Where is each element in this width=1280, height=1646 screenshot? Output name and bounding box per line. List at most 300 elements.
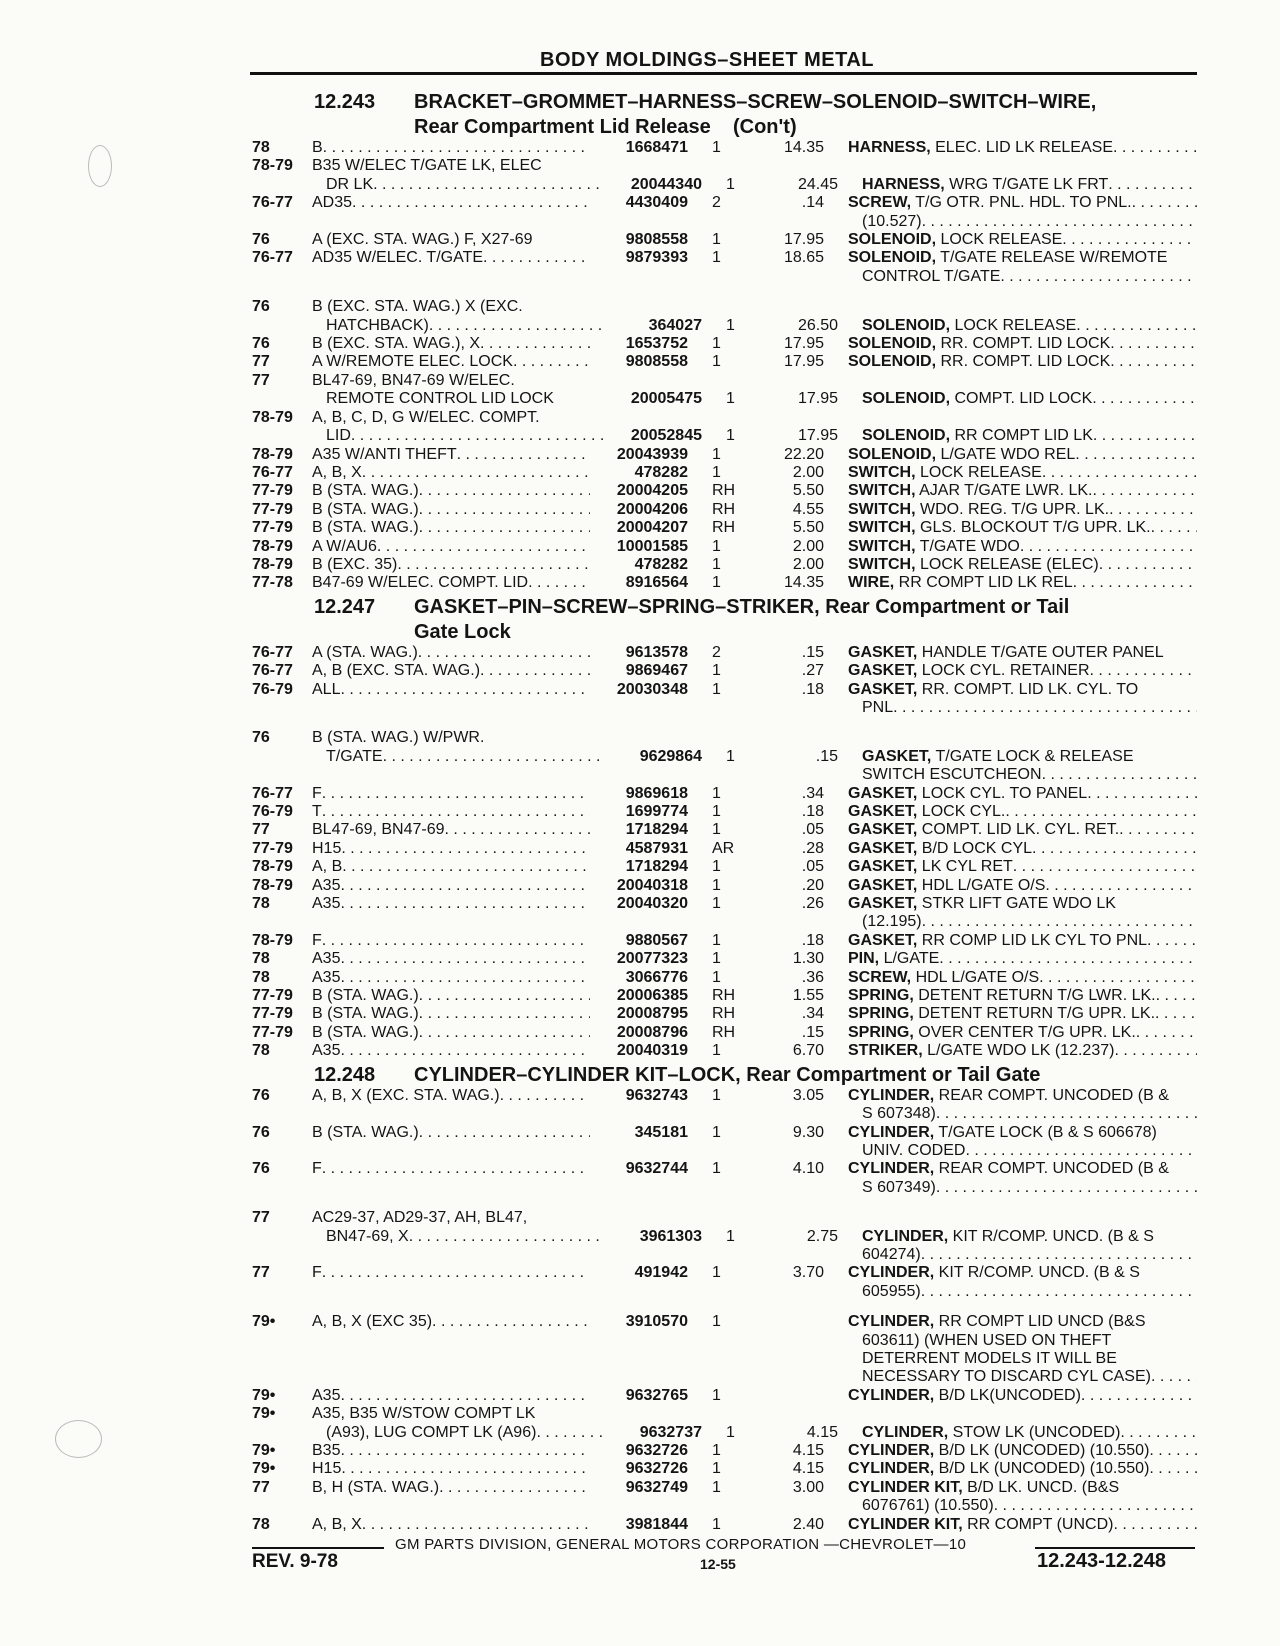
model-text: BN47-69, X . . . [326,1228,409,1245]
quantity: 1 [712,463,721,481]
part-number [590,1209,688,1227]
description-detail: LOCK CYL. [917,803,1006,820]
description [824,950,1197,968]
model-year [252,1497,312,1515]
model-year [252,213,312,231]
model-application [312,858,590,876]
quantity: 1 [712,249,721,267]
table-row [252,194,1197,212]
table-row [252,1087,1197,1105]
quantity [688,1209,740,1227]
table-row [252,803,1197,821]
description-detail: STOW LK (UNCODED) [948,1423,1121,1441]
description-text [862,268,1000,285]
part-number: 9632726 [625,1460,688,1478]
description-keyword: SOLENOID, [862,427,951,445]
model-year: 79• [252,1460,276,1478]
part-number [590,729,688,747]
model-application [312,662,590,680]
model-text: T/GATE . . . [326,748,383,765]
model-text: B (EXC. STA. WAG.) X (EXC. [312,298,523,316]
price: .27 [801,662,824,680]
part-number [590,1179,688,1197]
description-detail: S 607348) [862,1105,936,1123]
description-keyword: SOLENOID, [848,231,937,249]
description [824,538,1197,556]
table-row [252,1209,1197,1227]
description-keyword: GASKET, [848,784,918,802]
model-year: 78 [252,139,270,156]
description-keyword: CYLINDER, [862,1227,949,1245]
description-detail: RR COMPT LID UNCD (B&S [934,1313,1146,1331]
quantity: 1 [726,747,735,765]
table-row [252,1497,1197,1515]
model-text: A, B, X (EXC. STA. WAG.) . . . [312,1087,500,1104]
description [824,1497,1197,1515]
quantity [688,298,740,316]
description-text [862,1497,994,1514]
description-detail: SWITCH ESCUTCHEON [862,766,1042,784]
model-text: T . . . [312,803,322,820]
quantity: 1 [712,574,721,592]
description [824,662,1197,680]
model-text: B35 W/ELEC T/GATE LK, ELEC [312,157,542,175]
model-application [312,1179,590,1197]
description-detail: T/GATE LOCK & RELEASE [931,747,1134,765]
part-number: 1699774 [625,803,688,820]
model-year: 77-78 [252,574,293,592]
model-text: A, B (EXC. STA. WAG.) . . . [312,662,480,679]
footer-publisher: GM PARTS DIVISION, GENERAL MOTORS CORPORATION —CHEVROLET—10 [395,1536,967,1553]
model-application [312,1209,590,1227]
table-row [252,446,1197,464]
price: .18 [801,680,824,698]
part-number: 20052845 [630,427,702,445]
description-detail: RR. COMPT. LID LK. CYL. TO [917,680,1139,698]
description-text [848,821,1119,838]
description-detail: 605955) [862,1282,921,1300]
model-application [312,268,590,286]
model-text: B (STA. WAG.) . . . [312,501,419,518]
model-year: 76 [252,335,270,353]
description-keyword: SOLENOID, [848,445,937,463]
part-number: 4587931 [625,839,688,857]
description-keyword: CYLINDER, [848,1460,935,1478]
description-text [848,1516,1113,1533]
part-number: 1653752 [625,335,688,353]
model-application [312,748,604,766]
model-text: (A93), LUG COMPT LK (A96) . . . [326,1424,536,1441]
description-detail: OVER CENTER T/G UPR. LK. [913,1023,1136,1041]
model-year: 78 [252,950,270,968]
table-row [252,1228,1197,1246]
description [824,372,1197,390]
description-keyword: CYLINDER, [862,1423,949,1441]
table-row [252,1313,1197,1331]
description-detail: UNIV. CODED [862,1141,966,1159]
table-row [252,1024,1197,1042]
model-text: A, B, X . . . [312,1516,362,1533]
description-keyword: SPRING, [848,1005,914,1023]
model-application [312,1160,590,1178]
part-number: 345181 [634,1123,688,1141]
description-keyword: CYLINDER, [848,1160,935,1178]
quantity: 1 [712,931,721,949]
part-number: 9632726 [625,1442,688,1459]
description-keyword: SWITCH, [848,482,916,500]
table-row [252,1479,1197,1497]
description-text [848,803,1005,820]
part-number: 1718294 [625,858,688,876]
model-year: 76 [252,729,270,747]
model-text: A35 . . . [312,895,340,912]
model-text: F . . . [312,1160,322,1177]
part-number: 9808558 [625,231,688,249]
description [824,298,1197,316]
table-row [252,858,1197,876]
description-detail: HDL L/GATE O/S [911,968,1040,986]
description-text [848,464,1042,481]
quantity [688,1179,740,1197]
model-application [312,1087,590,1105]
model-application [312,446,590,464]
part-number: 20043939 [616,445,688,463]
description-text [848,1042,1114,1059]
description-detail: L/GATE WDO LK (12.237) [922,1042,1115,1060]
description-detail: AJAR T/GATE LWR. LK. [915,482,1093,500]
description-detail: KIT R/COMP. UNCD. (B & S [934,1264,1140,1282]
description-text [862,699,893,716]
table-row [252,1368,1197,1386]
description-detail: (12.195) [862,913,922,931]
description [824,1387,1197,1405]
part-number: 20040320 [616,895,688,913]
model-application [312,519,590,537]
table-row [252,317,1197,335]
description-text [862,1179,936,1196]
quantity: RH [712,987,736,1005]
quantity [688,729,740,747]
model-text: A, B, X (EXC 35) . . . [312,1313,432,1330]
model-text: A35 . . . [312,969,340,986]
model-text: ALL . . . [312,681,340,698]
price [740,1313,824,1331]
description [824,729,1197,747]
description [824,1142,1197,1160]
table-row [252,913,1197,931]
part-number: 20006385 [616,987,688,1005]
description-detail: ELEC. LID LK RELEASE [930,139,1113,156]
description-detail: DETENT RETURN T/G LWR. LK. [913,987,1156,1005]
description [824,1442,1197,1460]
description [824,482,1197,500]
model-application [312,194,590,212]
description-detail: B/D LK. UNCD. (B&S [962,1478,1120,1496]
model-text: REMOTE CONTROL LID LOCK [326,390,554,408]
quantity [688,213,740,231]
description-detail: B/D LK (UNCODED) (10.550) [934,1442,1150,1459]
model-year [252,766,312,784]
model-text: B (STA. WAG.) . . . [312,1005,419,1022]
section-title: GASKET–PIN–SCREW–SPRING–STRIKER, Rear Compartment or Tail [414,595,1070,618]
description-text [862,913,922,930]
description-detail: HDL L/GATE O/S [917,876,1046,894]
description-detail: RR COMPT LID LK REL [894,574,1073,592]
description-text [862,1105,936,1122]
description-keyword: SCREW, [848,194,912,212]
quantity: 2 [712,643,721,661]
description-detail: DETERRENT MODELS IT WILL BE [862,1349,1117,1367]
description [824,1087,1197,1105]
price: .18 [801,931,824,949]
description [824,446,1197,464]
table-row [252,1005,1197,1023]
quantity: 1 [712,1313,721,1331]
table-row [252,644,1197,662]
price [740,1405,824,1423]
description-detail: REAR COMPT. UNCODED (B & [934,1160,1169,1178]
quantity: RH [712,500,736,518]
price: 3.00 [792,1478,824,1496]
price: .15 [801,643,824,661]
part-number: 3066776 [625,968,688,986]
part-number: 20044340 [630,175,702,193]
description-text [848,501,1109,518]
model-year: 77-79 [252,839,293,857]
table-row [252,249,1197,267]
model-text: A (STA. WAG.) . . . [312,644,418,661]
quantity: 1 [712,680,721,698]
quantity [688,1332,740,1350]
description-text [848,574,1073,591]
model-application [312,157,590,175]
part-number [590,157,688,175]
description-text [848,335,1110,352]
description [824,157,1197,175]
description [824,803,1197,821]
model-text: A35 . . . [312,877,340,894]
description-text [862,1368,1151,1385]
description-keyword: CYLINDER, [848,1086,935,1104]
model-application [312,644,590,662]
price [740,1387,824,1405]
part-number: 10001585 [616,537,688,555]
model-application [312,1460,590,1478]
description [824,1332,1197,1350]
table-row [252,1350,1197,1368]
description-detail: REAR COMPT. UNCODED (B & [934,1086,1169,1104]
quantity: 1 [726,390,735,408]
quantity: 1 [726,316,735,334]
description [824,464,1197,482]
model-application [312,1368,590,1386]
model-year: 78 [252,895,270,913]
model-application [312,1350,590,1368]
table-row [252,409,1197,427]
table-row [252,932,1197,950]
quantity: 1 [712,335,721,353]
table-row [252,1142,1197,1160]
part-number: 20004206 [616,500,688,518]
model-text: A35, B35 W/STOW COMPT LK [312,1405,536,1423]
model-year: 77-79 [252,519,293,537]
description-text [848,662,1090,679]
footer-rule-right [1035,1547,1195,1549]
description [824,987,1197,1005]
description-text [848,1087,1169,1104]
model-application [312,877,590,895]
price: 2.00 [792,463,824,481]
description-keyword: GASKET, [848,931,918,949]
description-text [848,950,939,967]
model-application [312,1424,604,1442]
description-text [848,538,1020,555]
model-text: B (STA. WAG.) . . . [312,519,419,536]
quantity [688,268,740,286]
row-spacer [252,1301,1197,1313]
part-number: 478282 [634,555,688,573]
description-keyword: PIN, [848,950,880,968]
description [824,501,1197,519]
description-detail: PNL [862,698,894,716]
model-year: 78-79 [252,876,293,894]
table-row [252,1105,1197,1123]
description [824,1042,1197,1060]
part-number: 20008795 [616,1005,688,1023]
description-keyword: SOLENOID, [848,249,937,267]
price: .15 [801,1023,824,1041]
part-number: 1718294 [625,821,688,839]
description-text [848,785,1087,802]
table-row [252,298,1197,316]
model-year: 78-79 [252,858,293,876]
part-number: 364027 [648,316,702,334]
table-row [252,969,1197,987]
model-application [312,987,590,1005]
section-heading [314,92,1197,113]
table-row [252,1442,1197,1460]
quantity: RH [712,519,736,537]
quantity: 1 [712,353,721,371]
model-year [252,390,312,408]
model-year: 76-79 [252,680,293,698]
price [740,157,824,175]
price: .28 [801,839,824,857]
description [824,1368,1197,1386]
description-keyword: STRIKER, [848,1042,923,1060]
quantity: 1 [712,1086,721,1104]
description [824,1209,1197,1227]
model-year [252,1424,312,1442]
price: 17.95 [783,353,824,371]
description [838,1228,1197,1246]
model-application [312,427,604,445]
price [740,298,824,316]
part-number: 491942 [634,1264,688,1282]
table-row [252,1283,1197,1301]
model-year: 79• [252,1386,276,1404]
model-text: BL47-69, BN47-69 . . . [312,821,445,838]
model-text: B (STA. WAG.) . . . [312,987,419,1004]
description-detail: B/D LOCK CYL [917,839,1033,857]
part-number [590,1283,688,1301]
description-detail: T/GATE RELEASE W/REMOTE [936,249,1168,267]
quantity: 1 [712,784,721,802]
model-application [312,1283,590,1301]
description-text [848,519,1151,536]
description [838,427,1197,445]
quantity [688,1350,740,1368]
description-text [862,317,1076,334]
model-text: B47-69 W/ELEC. COMPT. LID . . . [312,574,528,591]
model-text: B35 . . . [312,1442,340,1459]
part-number [590,1368,688,1386]
model-year: 78 [252,1515,270,1533]
model-text: HATCHBACK) . . . [326,317,429,334]
part-number: 20004205 [616,482,688,500]
model-application [312,803,590,821]
quantity: 1 [712,1160,721,1178]
model-application [312,482,590,500]
description-text [862,1424,1120,1441]
part-number: 4430409 [625,194,688,212]
model-year: 77 [252,1264,270,1282]
model-year: 77-79 [252,500,293,518]
description-keyword: SWITCH, [848,500,916,518]
model-application [312,574,590,592]
table-row [252,950,1197,968]
description-detail: T/G OTR. PNL. HDL. TO PNL. [911,194,1132,212]
table-row [252,1264,1197,1282]
price: 4.15 [792,1460,824,1478]
model-application [312,969,590,987]
model-year [252,1332,312,1350]
quantity: 1 [712,1478,721,1496]
description-detail: LK CYL RET [917,858,1013,876]
model-application [312,501,590,519]
description [824,681,1197,699]
price: 5.50 [792,482,824,500]
part-number [590,1350,688,1368]
model-application [312,335,590,353]
description-detail: DETENT RETURN T/G UPR. LK. [913,1005,1156,1023]
price: 4.15 [806,1423,838,1441]
quantity [688,157,740,175]
description-text [862,390,1092,407]
description [824,574,1197,592]
part-number [590,699,688,717]
table-row [252,1246,1197,1264]
description [824,1179,1197,1197]
description [824,913,1197,931]
description-keyword: CYLINDER, [848,1313,935,1331]
description-detail: L/GATE [879,950,940,968]
model-year [252,1228,312,1246]
price: 2.75 [806,1227,838,1245]
description-text [848,1264,1140,1281]
table-row [252,372,1197,390]
description [824,139,1197,157]
model-application [312,538,590,556]
description-text [862,176,1108,193]
description-detail: RR. COMPT. LID LOCK [936,353,1111,371]
model-year: 77-79 [252,1023,293,1041]
table-row [252,231,1197,249]
description-detail: STKR LIFT GATE WDO LK [917,895,1116,913]
description-keyword: GASKET, [848,821,918,839]
quantity: 1 [726,175,735,193]
table-row [252,766,1197,784]
